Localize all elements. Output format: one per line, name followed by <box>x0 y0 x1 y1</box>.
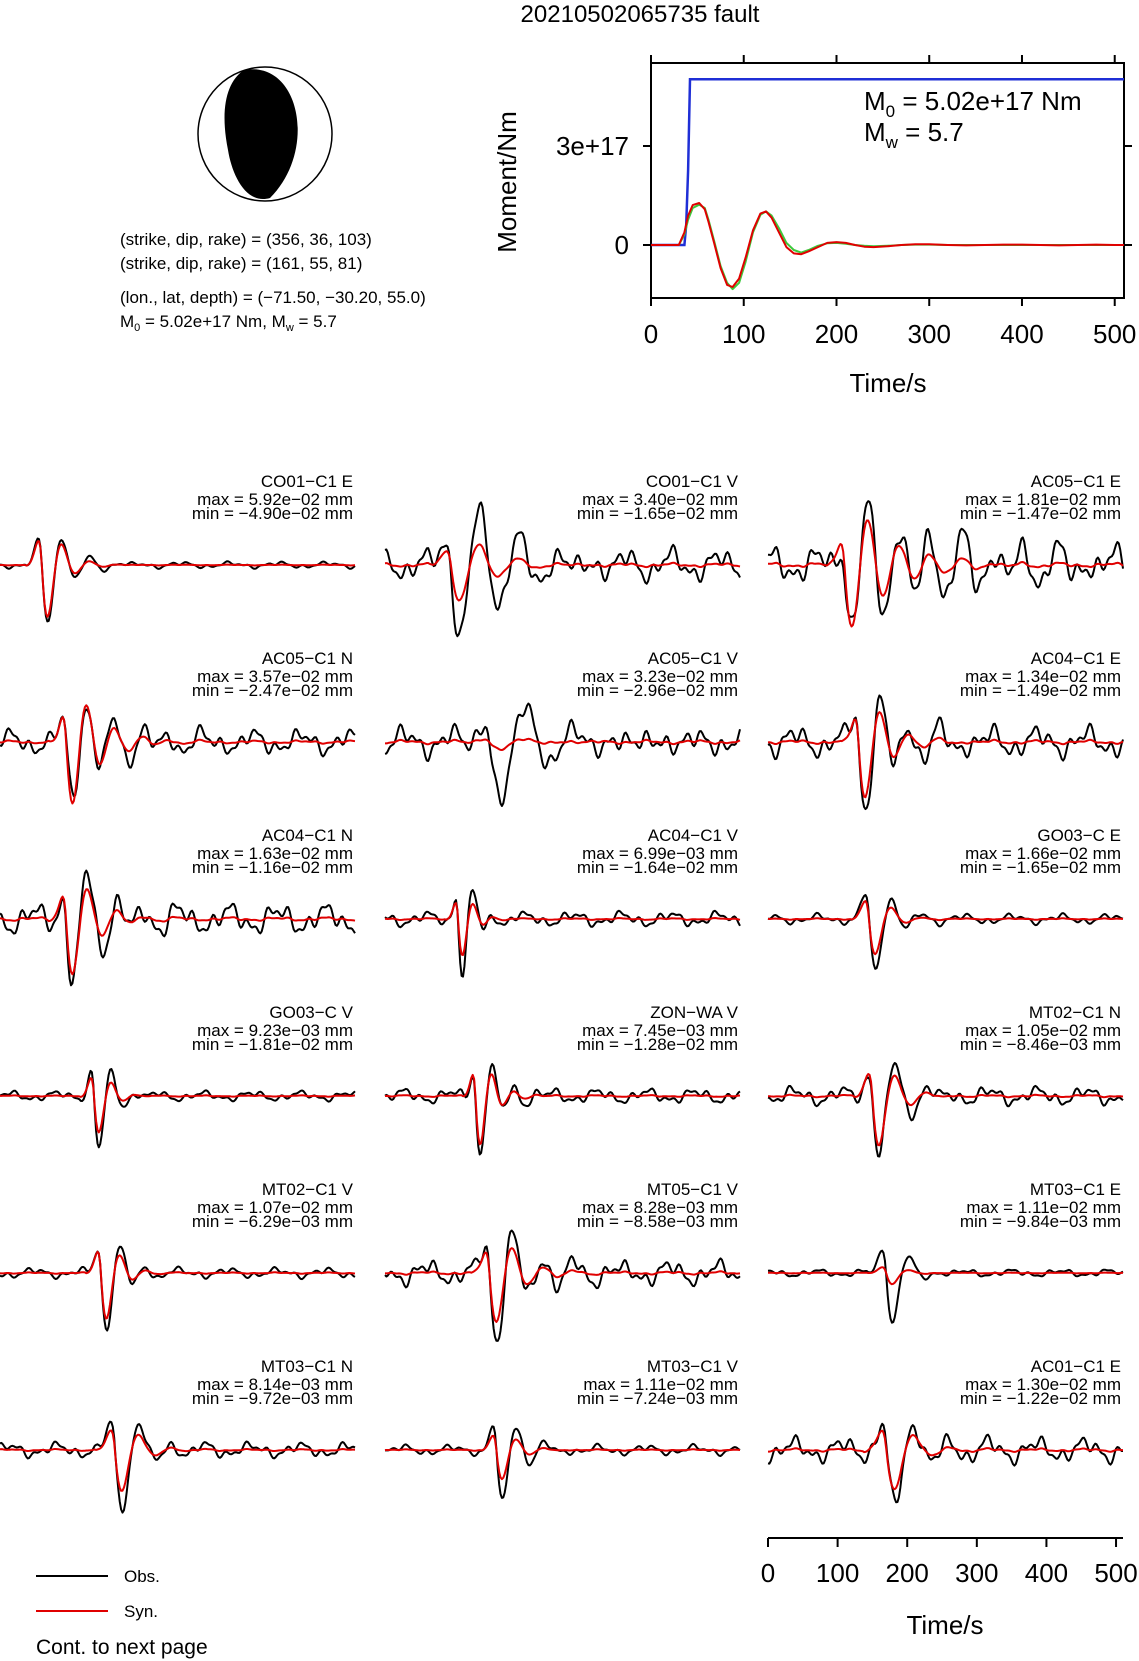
observed-waveform <box>385 704 740 806</box>
waveform-min-label: min = −1.65e−02 mm <box>576 504 738 523</box>
nodal-plane-1: (strike, dip, rake) = (356, 36, 103) <box>120 230 372 249</box>
waveform-x-tick-label: 0 <box>760 1558 776 1588</box>
observed-waveform <box>0 1422 355 1513</box>
observed-waveform <box>385 1064 740 1155</box>
observed-waveform <box>0 871 355 986</box>
legend-synthetic-label: Syn. <box>124 1602 159 1621</box>
waveform-station-label: MT03−C1 V <box>646 1357 738 1376</box>
continuation-note: Cont. to next page <box>36 1636 208 1659</box>
moment-summary-mw-sub: w <box>285 322 294 334</box>
waveform-panel <box>385 472 740 636</box>
synthetic-waveform <box>385 1248 740 1322</box>
waveform-panel <box>768 649 1123 809</box>
waveform-max-label: max = 1.05e−02 mm <box>965 1021 1121 1040</box>
waveform-panel <box>768 1357 1123 1502</box>
waveform-min-label: min = −9.84e−03 mm <box>959 1212 1121 1231</box>
synthetic-waveform <box>385 1075 740 1145</box>
waveform-min-label: min = −1.64e−02 mm <box>576 858 738 877</box>
stf-x-tick-label: 300 <box>907 319 951 349</box>
waveform-min-label: min = −1.16e−02 mm <box>191 858 353 877</box>
moment-summary-rest: = 5.02e+17 Nm, M <box>140 312 286 331</box>
synthetic-waveform <box>0 889 355 974</box>
waveform-station-label: AC04−C1 V <box>647 826 738 845</box>
waveform-x-axis-label: Time/s <box>906 1610 984 1640</box>
waveform-station-label: AC04−C1 E <box>1030 649 1121 668</box>
waveform-min-label: min = −1.81e−02 mm <box>191 1035 353 1054</box>
observed-waveform <box>768 1251 1123 1323</box>
waveform-station-label: GO03−C E <box>1037 826 1121 845</box>
observed-waveform <box>768 696 1123 810</box>
synthetic-waveform <box>0 1252 355 1319</box>
waveform-panel <box>768 826 1123 969</box>
waveform-panel <box>768 472 1123 627</box>
synthetic-waveform <box>385 903 740 955</box>
waveform-station-label: MT02−C1 V <box>261 1180 353 1199</box>
stf-x-tick-label: 200 <box>814 319 859 349</box>
observed-waveform <box>768 895 1123 969</box>
waveform-station-label: CO01−C1 V <box>645 472 738 491</box>
waveform-max-label: max = 8.14e−03 mm <box>197 1375 353 1394</box>
moment-summary <box>120 312 337 334</box>
stf-y-axis-label: Moment/Nm <box>492 111 522 253</box>
observed-waveform <box>0 710 355 797</box>
waveform-max-label: max = 9.23e−03 mm <box>197 1021 353 1040</box>
waveform-x-tick-label: 200 <box>885 1558 929 1588</box>
waveform-min-label: min = −2.47e−02 mm <box>191 681 353 700</box>
waveform-x-tick-label: 400 <box>1024 1558 1069 1588</box>
waveform-panel <box>385 1003 740 1155</box>
waveform-station-label: CO01−C1 E <box>260 472 353 491</box>
waveform-station-label: AC04−C1 N <box>261 826 353 845</box>
observed-waveform <box>385 1426 740 1498</box>
observed-waveform <box>768 1424 1123 1503</box>
stf-x-tick-label: 100 <box>722 319 766 349</box>
waveform-max-label: max = 5.92e−02 mm <box>197 490 353 509</box>
observed-waveform <box>0 1069 355 1147</box>
waveform-station-label: MT05−C1 V <box>646 1180 738 1199</box>
legend-observed-label: Obs. <box>124 1567 160 1586</box>
stf-mw-rest: = 5.7 <box>897 117 964 147</box>
observed-waveform <box>768 1063 1123 1157</box>
waveform-max-label: max = 3.40e−02 mm <box>582 490 738 509</box>
moment-summary-m-sub: 0 <box>134 322 141 334</box>
stf-y-tick-label: 0 <box>614 230 629 260</box>
waveform-min-label: min = −2.96e−02 mm <box>576 681 738 700</box>
observed-waveform <box>385 890 740 977</box>
waveform-max-label: max = 1.81e−02 mm <box>965 490 1121 509</box>
waveform-panel <box>385 826 740 977</box>
waveform-panel <box>0 826 355 985</box>
beachball <box>198 67 332 201</box>
stf-x-tick-label: 500 <box>1093 319 1137 349</box>
waveform-max-label: max = 1.63e−02 mm <box>197 844 353 863</box>
synthetic-waveform <box>385 1436 740 1479</box>
stf-x-axis-label: Time/s <box>849 368 927 398</box>
nodal-plane-2: (strike, dip, rake) = (161, 55, 81) <box>120 254 363 273</box>
waveform-panel <box>0 649 355 804</box>
waveform-panel <box>0 1357 355 1513</box>
waveform-panel <box>385 1357 740 1498</box>
waveform-station-label: GO03−C V <box>269 1003 353 1022</box>
waveform-max-label: max = 3.23e−02 mm <box>582 667 738 686</box>
hypocenter-location: (lon., lat, depth) = (−71.50, −30.20, 55.0) <box>120 288 426 307</box>
stf-m0-rest: = 5.02e+17 Nm <box>895 86 1082 116</box>
waveform-min-label: min = −8.46e−03 mm <box>959 1035 1121 1054</box>
waveform-panel <box>768 1003 1123 1157</box>
legend <box>36 1567 160 1621</box>
waveform-min-label: min = −6.29e−03 mm <box>191 1212 353 1231</box>
waveform-x-tick-label: 100 <box>815 1558 860 1588</box>
stf-m0-annotation <box>864 86 1082 121</box>
waveform-min-label: min = −7.24e−03 mm <box>576 1389 738 1408</box>
waveform-station-label: ZON−WA V <box>650 1003 738 1022</box>
figure-title: 20210502065735 fault <box>520 1 760 28</box>
stf-x-tick-label: 0 <box>643 319 659 349</box>
synthetic-waveform <box>768 521 1123 627</box>
moment-summary-m: M <box>120 312 135 331</box>
waveform-station-label: AC05−C1 V <box>647 649 738 668</box>
waveform-x-axis <box>761 1538 1138 1588</box>
stf-x-tick-label: 400 <box>1000 319 1044 349</box>
waveform-min-label: min = −8.58e−03 mm <box>576 1212 738 1231</box>
waveform-max-label: max = 8.28e−03 mm <box>582 1198 738 1217</box>
waveform-station-label: AC01−C1 E <box>1030 1357 1121 1376</box>
waveform-panel <box>385 1180 740 1341</box>
waveform-station-label: AC05−C1 E <box>1030 472 1121 491</box>
stf-y-tick-label: 3e+17 <box>555 131 629 161</box>
waveform-station-label: MT02−C1 N <box>1028 1003 1121 1022</box>
waveform-min-label: min = −1.22e−02 mm <box>959 1389 1121 1408</box>
waveform-min-label: min = −1.65e−02 mm <box>959 858 1121 877</box>
waveform-min-label: min = −1.47e−02 mm <box>959 504 1121 523</box>
synthetic-waveform <box>768 1074 1123 1145</box>
observed-waveform <box>385 1231 740 1341</box>
waveform-grid <box>0 472 1123 1513</box>
synthetic-waveform <box>0 1431 355 1491</box>
waveform-panel <box>385 649 740 806</box>
waveform-min-label: min = −4.90e−02 mm <box>191 504 353 523</box>
waveform-min-label: min = −1.49e−02 mm <box>959 681 1121 700</box>
stf-m0-prefix: M <box>864 86 886 116</box>
waveform-panel <box>0 472 355 621</box>
observed-waveform <box>0 1247 355 1331</box>
waveform-max-label: max = 1.66e−02 mm <box>965 844 1121 863</box>
waveform-station-label: MT03−C1 E <box>1029 1180 1121 1199</box>
waveform-max-label: max = 1.11e−02 mm <box>583 1375 738 1394</box>
waveform-min-label: min = −9.72e−03 mm <box>191 1389 353 1408</box>
waveform-max-label: max = 1.30e−02 mm <box>965 1375 1121 1394</box>
moment-summary-mw-value: = 5.7 <box>293 312 337 331</box>
stf-mw-annotation <box>864 117 964 152</box>
waveform-min-label: min = −1.28e−02 mm <box>576 1035 738 1054</box>
waveform-x-tick-label: 500 <box>1094 1558 1138 1588</box>
stf-y-axis <box>556 131 1132 260</box>
waveform-max-label: max = 1.07e−02 mm <box>197 1198 353 1217</box>
synthetic-waveform <box>768 712 1123 797</box>
waveform-panel <box>0 1180 355 1331</box>
waveform-max-label: max = 7.45e−03 mm <box>582 1021 738 1040</box>
waveform-panel <box>0 1003 355 1147</box>
synthetic-waveform <box>0 1078 355 1132</box>
synthetic-waveform <box>768 901 1123 954</box>
waveform-max-label: max = 3.57e−02 mm <box>197 667 353 686</box>
waveform-station-label: AC05−C1 N <box>261 649 353 668</box>
waveform-panel <box>768 1180 1123 1323</box>
synthetic-waveform <box>0 541 355 617</box>
synthetic-waveform <box>0 705 355 803</box>
waveform-max-label: max = 1.11e−02 mm <box>966 1198 1121 1217</box>
stf-mw-sub: w <box>885 133 898 152</box>
waveform-station-label: MT03−C1 N <box>260 1357 353 1376</box>
waveform-max-label: max = 6.99e−03 mm <box>582 844 738 863</box>
stf-mw-prefix: M <box>864 117 886 147</box>
waveform-max-label: max = 1.34e−02 mm <box>965 667 1121 686</box>
stf-m0-sub: 0 <box>885 102 896 121</box>
source-time-function-plot <box>492 55 1136 398</box>
waveform-x-tick-label: 300 <box>955 1558 999 1588</box>
